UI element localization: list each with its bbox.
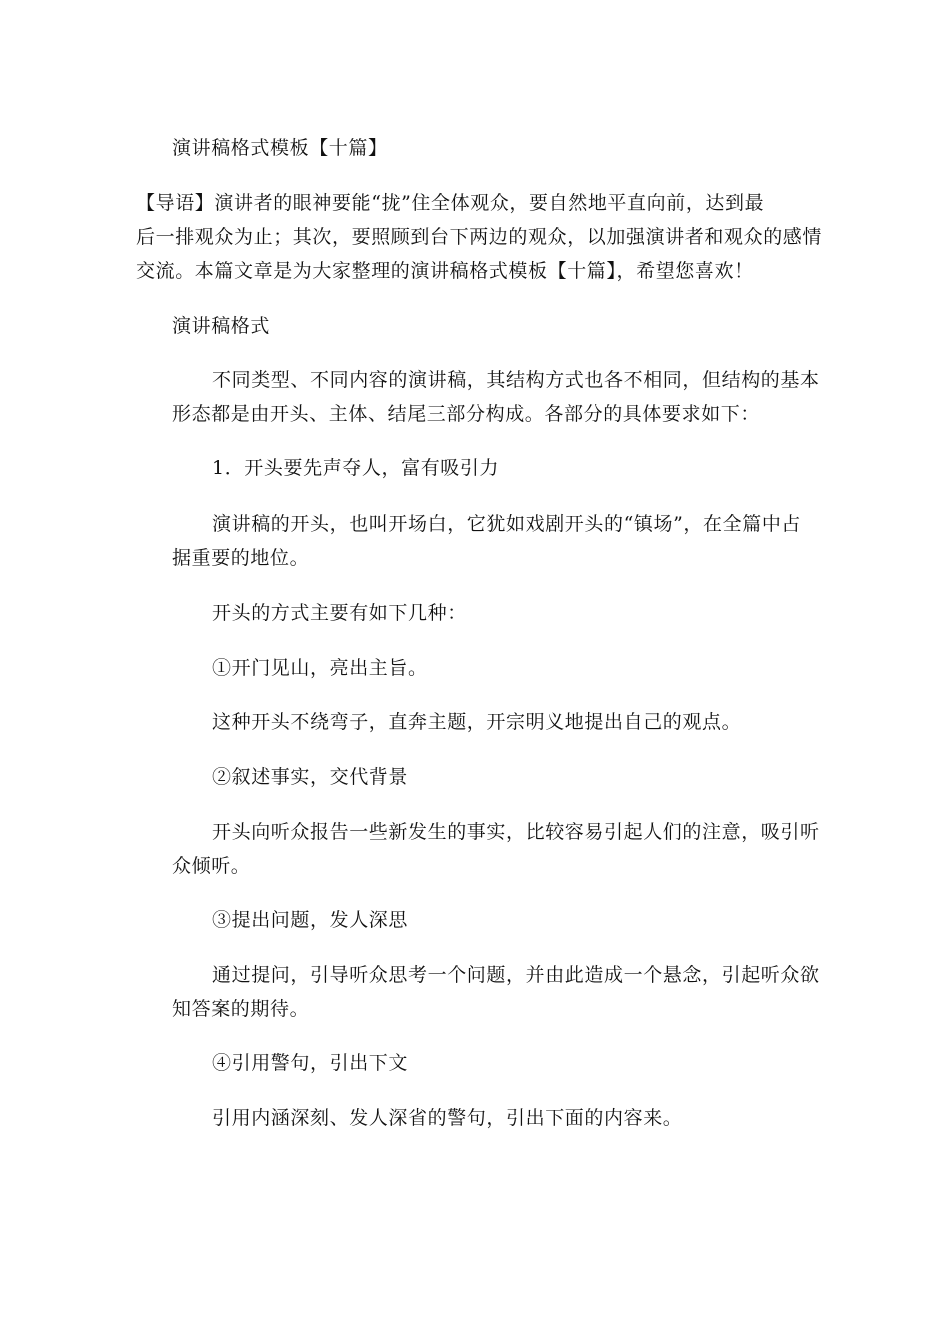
method1-desc: 这种开头不绕弯子，直奔主题，开宗明义地提出自己的观点。 xyxy=(212,711,742,733)
intro-line-2: 后一排观众为止；其次，要照顾到台下两边的观众，以加强演讲者和观众的感情 xyxy=(136,226,823,248)
method2: ②叙述事实，交代背景 xyxy=(212,766,409,788)
method4-desc: 引用内涵深刻、发人深省的警句，引出下面的内容来。 xyxy=(212,1107,683,1129)
method2-desc-line-2: 众倾听。 xyxy=(172,855,251,877)
method4: ④引用警句，引出下文 xyxy=(212,1052,409,1074)
intro-line-3: 交流。本篇文章是为大家整理的演讲稿格式模板【十篇】，希望您喜欢！ xyxy=(136,260,754,282)
para2-line-1: 演讲稿的开头，也叫开场白，它犹如戏剧开头的“镇场”，在全篇中占 xyxy=(212,513,802,535)
method2-desc-line-1: 开头向听众报告一些新发生的事实，比较容易引起人们的注意，吸引听 xyxy=(212,821,820,843)
para3: 开头的方式主要有如下几种： xyxy=(212,602,467,624)
method3-desc-line-1: 通过提问，引导听众思考一个问题，并由此造成一个悬念，引起听众欲 xyxy=(212,964,820,986)
section-heading: 演讲稿格式 xyxy=(172,315,271,337)
para1-line-2: 形态都是由开头、主体、结尾三部分构成。各部分的具体要求如下： xyxy=(172,403,761,425)
method3: ③提出问题，发人深思 xyxy=(212,909,409,931)
method3-desc-line-2: 知答案的期待。 xyxy=(172,998,310,1020)
para2-line-2: 据重要的地位。 xyxy=(172,547,310,569)
document-title: 演讲稿格式模板【十篇】 xyxy=(172,137,388,159)
para1-line-1: 不同类型、不同内容的演讲稿，其结构方式也各不相同，但结构的基本 xyxy=(212,369,820,391)
method1: ①开门见山，亮出主旨。 xyxy=(212,657,428,679)
intro-line-1: 【导语】演讲者的眼神要能“拢”住全体观众，要自然地平直向前，达到最 xyxy=(136,192,765,214)
item1-heading: 1．开头要先声夺人，富有吸引力 xyxy=(212,457,500,479)
